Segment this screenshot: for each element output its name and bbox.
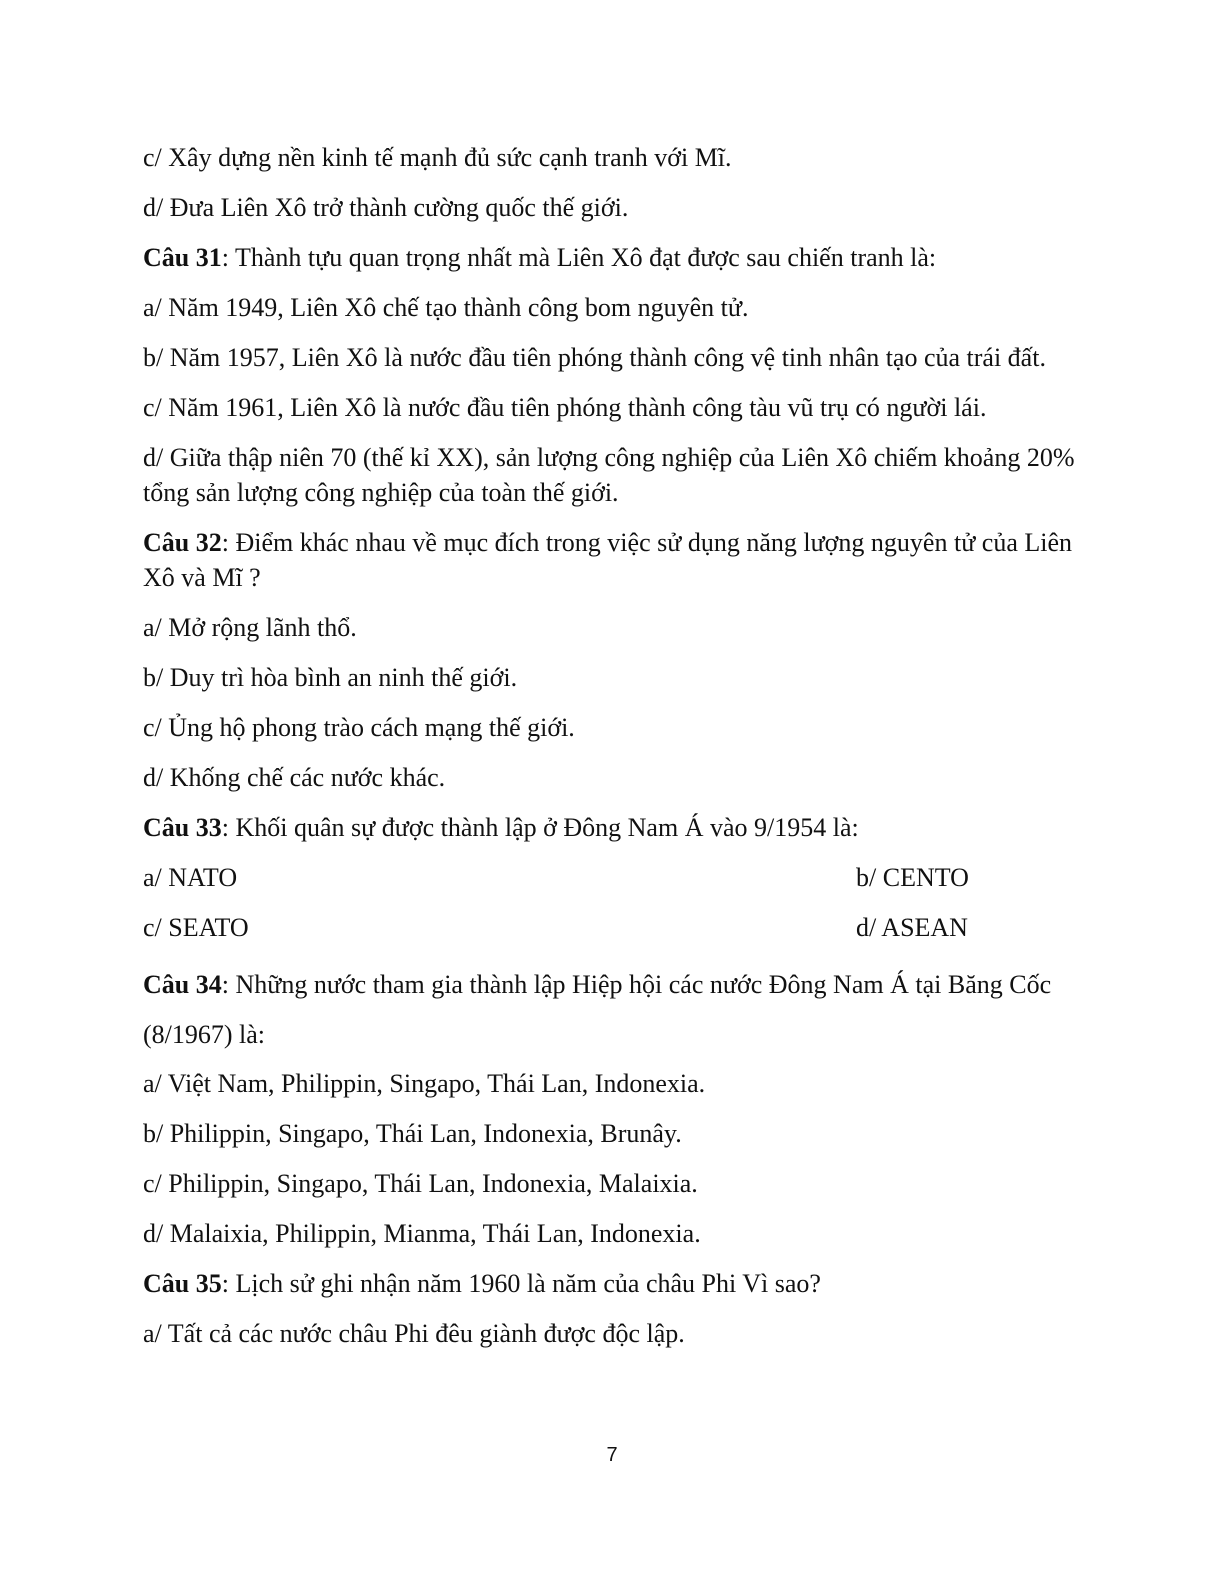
q33-option-a: a/ NATO (143, 863, 238, 892)
q32-question (143, 525, 1083, 595)
q35-text: : Lịch sử ghi nhận năm 1960 là năm của châu Phi Vì sao? (221, 1269, 821, 1298)
q31-option-d: d/ Giữa thập niên 70 (thế kỉ XX), sản lượng công nghiệp của Liên Xô chiếm khoảng 20% tổng sản lượng công nghiệp của toàn thế giới. (143, 443, 1075, 507)
q33-question (143, 810, 1083, 845)
q33-options-row-2 (143, 910, 1083, 945)
q32-option-c: c/ Ủng hộ phong trào cách mạng thế giới. (143, 713, 575, 742)
page-number: 7 (606, 1444, 618, 1466)
q35-option-a: a/ Tất cả các nước châu Phi đêu giành được độc lập. (143, 1319, 685, 1348)
q33-options-row-1 (143, 860, 1083, 895)
q31-question (143, 240, 1083, 275)
q33-option-b: b/ CENTO (856, 863, 969, 892)
q34-label: Câu 34 (143, 970, 222, 999)
q30-option-c: c/ Xây dựng nền kinh tế mạnh đủ sức cạnh tranh với Mĩ. (143, 143, 732, 172)
q35-question (143, 1266, 1083, 1301)
q30-option-d: d/ Đưa Liên Xô trở thành cường quốc thế giới. (143, 193, 629, 222)
q31-label: Câu 31 (143, 243, 222, 272)
q32-option-b: b/ Duy trì hòa bình an ninh thế giới. (143, 663, 518, 692)
q33-text: : Khối quân sự được thành lập ở Đông Nam Á vào 9/1954 là: (221, 813, 859, 842)
q34-option-c: c/ Philippin, Singapo, Thái Lan, Indonexia, Malaixia. (143, 1169, 698, 1198)
q31-text: : Thành tựu quan trọng nhất mà Liên Xô đạt được sau chiến tranh là: (221, 243, 937, 272)
document-page (143, 140, 1083, 1366)
q33-option-c: c/ SEATO (143, 913, 249, 942)
q33-option-d: d/ ASEAN (856, 913, 968, 942)
q32-option-a: a/ Mở rộng lãnh thổ. (143, 613, 357, 642)
q34-option-b: b/ Philippin, Singapo, Thái Lan, Indonexia, Brunây. (143, 1119, 682, 1148)
q31-option-b: b/ Năm 1957, Liên Xô là nước đầu tiên phóng thành công vệ tinh nhân tạo của trái đất. (143, 343, 1046, 372)
q34-question (143, 960, 1083, 1060)
q34-option-d: d/ Malaixia, Philippin, Mianma, Thái Lan, Indonexia. (143, 1219, 701, 1248)
q32-text: : Điểm khác nhau về mục đích trong việc sử dụng năng lượng nguyên tử của Liên Xô và Mĩ ? (143, 528, 1073, 592)
q33-label: Câu 33 (143, 813, 222, 842)
q31-option-a: a/ Năm 1949, Liên Xô chế tạo thành công bom nguyên tử. (143, 293, 749, 322)
q34-option-a: a/ Việt Nam, Philippin, Singapo, Thái Lan, Indonexia. (143, 1069, 706, 1098)
q31-option-c: c/ Năm 1961, Liên Xô là nước đầu tiên phóng thành công tàu vũ trụ có người lái. (143, 393, 987, 422)
q32-label: Câu 32 (143, 528, 222, 557)
q35-label: Câu 35 (143, 1269, 222, 1298)
q34-text: : Những nước tham gia thành lập Hiệp hội các nước Đông Nam Á tại Băng Cốc (8/1967) là: (143, 970, 1052, 1049)
q32-option-d: d/ Khống chế các nước khác. (143, 763, 446, 792)
